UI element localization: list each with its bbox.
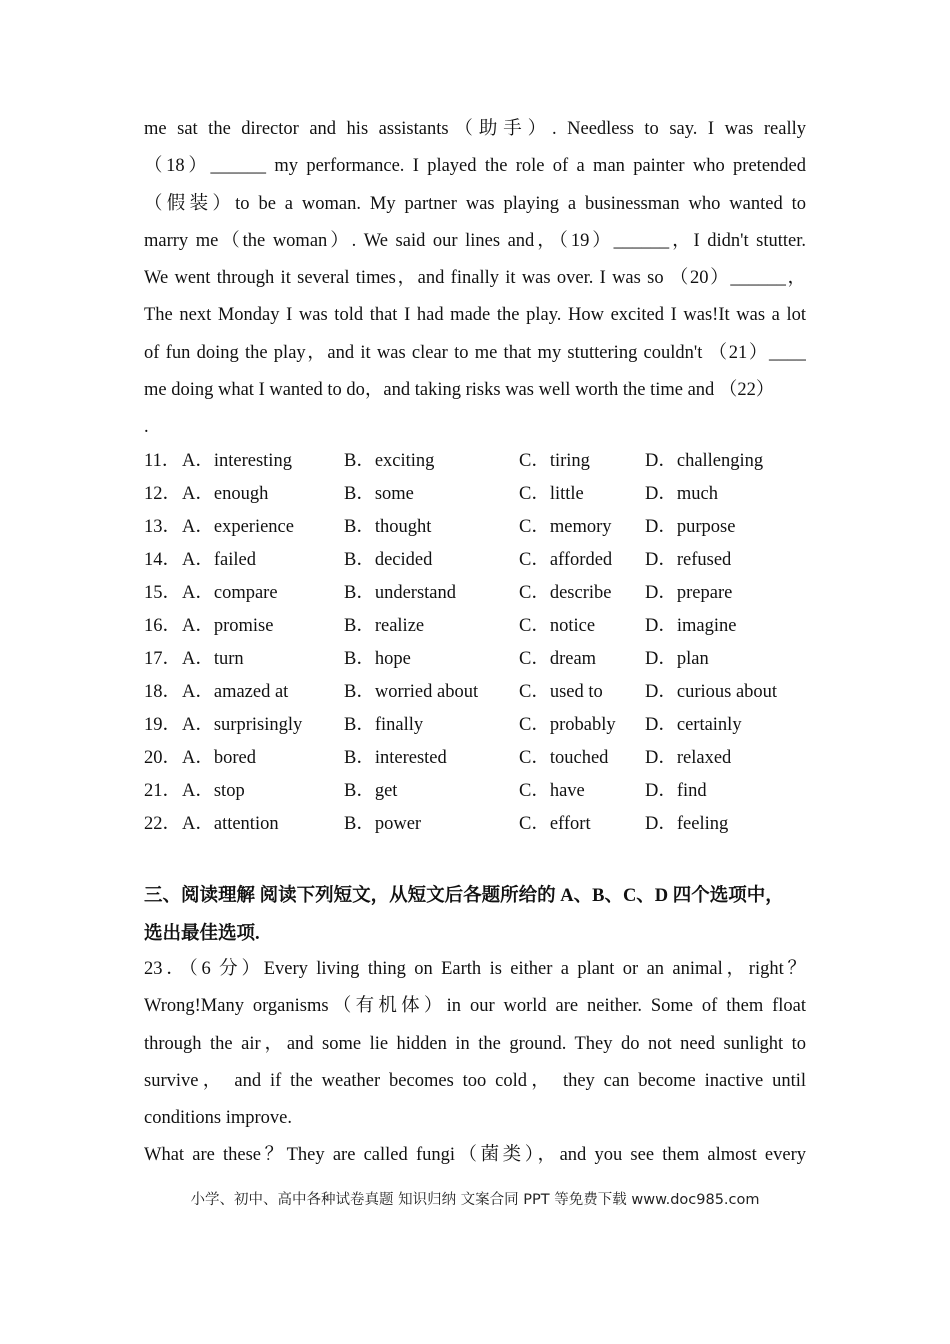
passage-line: marry me（the woman）. We said our lines and，（19）______，I didn't stutter. xyxy=(144,230,806,251)
question-row xyxy=(144,742,844,775)
question-row xyxy=(144,478,844,511)
passage-line: （假装）to be a woman. My partner was playing a businessman who wanted to xyxy=(144,193,806,214)
option-b: B．get xyxy=(344,781,398,801)
option-c: C．notice xyxy=(519,616,596,636)
passage-line: me sat the director and his assistants（助手）. Needless to say. I was really xyxy=(144,119,806,139)
reading-line: Wrong!Many organisms（有机体）in our world are neither. Some of them float xyxy=(144,996,806,1017)
option-b: B．worried about xyxy=(344,682,479,702)
option-b: B．exciting xyxy=(344,451,435,471)
option-c: C．used to xyxy=(519,682,603,702)
option-d: D．relaxed xyxy=(645,748,732,768)
option-a: A．enough xyxy=(182,484,269,504)
question-number: 11． xyxy=(144,451,181,471)
option-b: B．some xyxy=(344,484,414,504)
option-d: D．refused xyxy=(645,550,732,570)
option-c: C．have xyxy=(519,781,585,801)
option-b: B．power xyxy=(344,814,422,834)
passage-line: of fun doing the play，and it was clear to me that my stuttering couldn't （21）____ xyxy=(144,342,806,363)
option-b: B．decided xyxy=(344,550,433,570)
option-a: A．bored xyxy=(182,748,256,768)
section-heading-line: 三、阅读理解 阅读下列短文，从短文后各题所给的 A、B、C、D 四个选项中， xyxy=(144,886,784,906)
option-c: C．touched xyxy=(519,748,609,768)
question-number: 14． xyxy=(144,550,182,570)
question-row xyxy=(144,511,844,544)
question-number: 20． xyxy=(144,748,182,768)
question-row xyxy=(144,709,844,742)
option-c: C．dream xyxy=(519,649,597,669)
reading-line: 23．（6 分）Every living thing on Earth is either a plant or an animal，right？ xyxy=(144,959,806,979)
option-c: C．effort xyxy=(519,814,591,834)
option-d: D．curious about xyxy=(645,682,778,702)
option-c: C．afforded xyxy=(519,550,613,570)
passage-line: . xyxy=(144,417,149,438)
question-number: 19． xyxy=(144,715,182,735)
question-options-list xyxy=(144,445,844,841)
option-c: C．memory xyxy=(519,517,612,537)
option-a: A．promise xyxy=(182,616,274,636)
question-number: 22． xyxy=(144,814,182,834)
section-heading-line: 选出最佳选项. xyxy=(144,923,260,944)
question-number: 16． xyxy=(144,616,182,636)
option-c: C．probably xyxy=(519,715,616,735)
option-a: A．stop xyxy=(182,781,245,801)
question-row xyxy=(144,610,844,643)
option-c: C．describe xyxy=(519,583,612,603)
option-a: A．interesting xyxy=(182,451,292,471)
reading-passage xyxy=(144,951,806,1175)
option-b: B．hope xyxy=(344,649,411,669)
question-row xyxy=(144,445,844,478)
question-number: 15． xyxy=(144,583,182,603)
reading-line: through the air，and some lie hidden in the ground. They do not need sunlight to xyxy=(144,1033,806,1054)
reading-line: What are these？They are called fungi（菌类），and you see them almost every xyxy=(144,1145,806,1166)
option-a: A．turn xyxy=(182,649,244,669)
option-d: D．plan xyxy=(645,649,709,669)
cloze-passage xyxy=(144,111,806,447)
page-footer: 小学、初中、高中各种试卷真题 知识归纳 文案合同 PPT 等免费下载 www.doc985.com xyxy=(190,1192,760,1208)
question-row xyxy=(144,544,844,577)
option-a: A．attention xyxy=(182,814,279,834)
question-row xyxy=(144,643,844,676)
question-row xyxy=(144,775,844,808)
option-b: B．understand xyxy=(344,583,457,603)
option-d: D．find xyxy=(645,781,707,801)
option-b: B．thought xyxy=(344,517,432,537)
question-number: 21． xyxy=(144,781,182,801)
question-number: 13． xyxy=(144,517,182,537)
passage-line: The next Monday I was told that I had made the play. How excited I was!It was a lot xyxy=(144,305,806,326)
question-row xyxy=(144,577,844,610)
section-heading xyxy=(144,878,806,953)
option-c: C．little xyxy=(519,484,584,504)
option-a: A．surprisingly xyxy=(182,715,303,735)
option-d: D．feeling xyxy=(645,814,729,834)
option-d: D．certainly xyxy=(645,715,742,735)
question-number: 17． xyxy=(144,649,182,669)
passage-line: me doing what I wanted to do，and taking risks was well worth the time and （22） xyxy=(144,380,775,401)
option-a: A．experience xyxy=(182,517,294,537)
option-b: B．finally xyxy=(344,715,424,735)
option-d: D．purpose xyxy=(645,517,736,537)
option-a: A．amazed at xyxy=(182,682,289,702)
option-a: A．failed xyxy=(182,550,256,570)
option-d: D．challenging xyxy=(645,451,764,471)
option-a: A．compare xyxy=(182,583,278,603)
option-b: B．realize xyxy=(344,616,425,636)
option-d: D．imagine xyxy=(645,616,737,636)
option-d: D．prepare xyxy=(645,583,733,603)
question-row xyxy=(144,808,844,841)
question-row xyxy=(144,676,844,709)
passage-line: We went through it several times，and finally it was over. I was so （20）______， xyxy=(144,268,806,289)
option-b: B．interested xyxy=(344,748,447,768)
passage-line: （18）______ my performance. I played the role of a man painter who pretended xyxy=(144,156,806,177)
option-d: D．much xyxy=(645,484,718,504)
option-c: C．tiring xyxy=(519,451,590,471)
reading-line: survive， and if the weather becomes too cold， they can become inactive until xyxy=(144,1070,806,1091)
reading-line: conditions improve. xyxy=(144,1108,292,1129)
question-number: 18． xyxy=(144,682,182,702)
question-number: 12． xyxy=(144,484,182,504)
